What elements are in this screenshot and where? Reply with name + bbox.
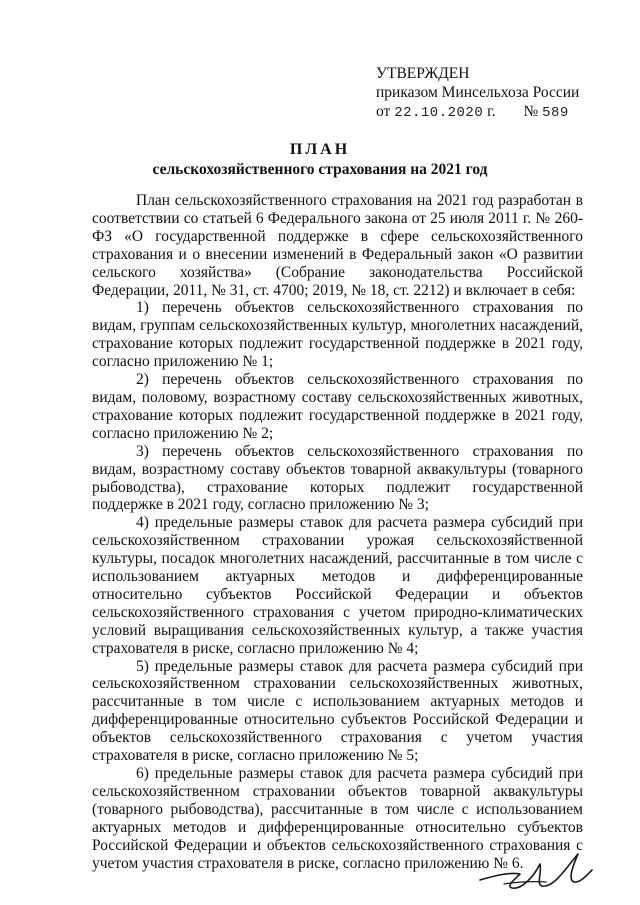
approval-date: 22.10.2020: [394, 105, 484, 121]
approval-year-abbr: г.: [487, 103, 496, 120]
document-body: [92, 192, 583, 872]
approval-from-label: от: [376, 103, 391, 120]
list-item-3: 3) перечень объектов сельскохозяйственного страхования по видам, возрастному составу объектов товарной аквакультуры (товарного рыбоводства), страхование которых подлежит государственной поддержке в 2021 году, согласно приложению № 3;: [92, 442, 583, 514]
approval-issuer: приказом Минсельхоза России: [376, 84, 580, 101]
approval-number-label: №: [523, 103, 539, 120]
signature-stroke: [480, 854, 592, 888]
document-title: ПЛАН: [289, 141, 351, 158]
list-item-6: 6) предельные размеры ставок для расчета размера субсидий при сельскохозяйственном страховании объектов товарной аквакультуры (товарного рыбоводства), рассчитанные в том числе с использованием актуарных методов и дифференцированные относительно субъектов Российской Федерации и объектов сельскохозяйственного страхования с учетом участия страхователя в риске, согласно приложению № 6.: [92, 765, 583, 872]
approval-number: 589: [542, 105, 569, 121]
approval-stamp-block: [376, 64, 606, 123]
list-item-4: 4) предельные размеры ставок для расчета размера субсидий при сельскохозяйственном страховании урожая сельскохозяйственной культуры, посадок многолетних насаждений, рассчитанные в том числе с использованием актуарных методов и дифференцированные относительно субъектов Российской Федерации и объектов сельскохозяйственного страхования с учетом природно-климатических условий выращивания сельскохозяйственных культур, а также участия страхователя в риске, согласно приложению № 4;: [92, 514, 583, 657]
list-item-2: 2) перечень объектов сельскохозяйственного страхования по видам, половому, возрастному составу сельскохозяйственных животных, страхование которых подлежит государственной поддержке в 2021 году, согласно приложению № 2;: [92, 371, 583, 442]
list-item-5: 5) предельные размеры ставок для расчета размера субсидий при сельскохозяйственном страховании сельскохозяйственных животных, рассчитанные в том числе с использованием актуарных методов и дифференцированные относительно субъектов Российской Федерации и объектов сельскохозяйственного страхования с учетом участия страхователя в риске, согласно приложению № 5;: [92, 657, 583, 765]
document-subtitle: сельскохозяйственного страхования на 2021 год: [152, 161, 488, 178]
handwritten-signature: [476, 846, 596, 896]
intro-paragraph: План сельскохозяйственного страхования на 2021 год разработан в соответствии со статьей 6 Федерального закона от 25 июля 2011 г. № 260-ФЗ «О государственной поддержке в сфере сельскохозяйственного страхования и о внесении изменений в Федеральный закон «О развитии сельского хозяйства» (Собрание законодательства Российской Федерации, 2011, № 31, ст. 4700; 2019, № 18, ст. 2212) и включает в себя:: [92, 192, 583, 299]
document-title-block: [0, 140, 640, 180]
list-item-1: 1) перечень объектов сельскохозяйственного страхования по видам, группам сельскохозяйственных культур, многолетних насаждений, страхование которых подлежит государственной поддержке в 2021 году, согласно приложению № 1;: [92, 299, 583, 371]
approval-date-number-line: [376, 102, 606, 123]
approval-heading: УТВЕРЖДЕН: [376, 65, 470, 82]
